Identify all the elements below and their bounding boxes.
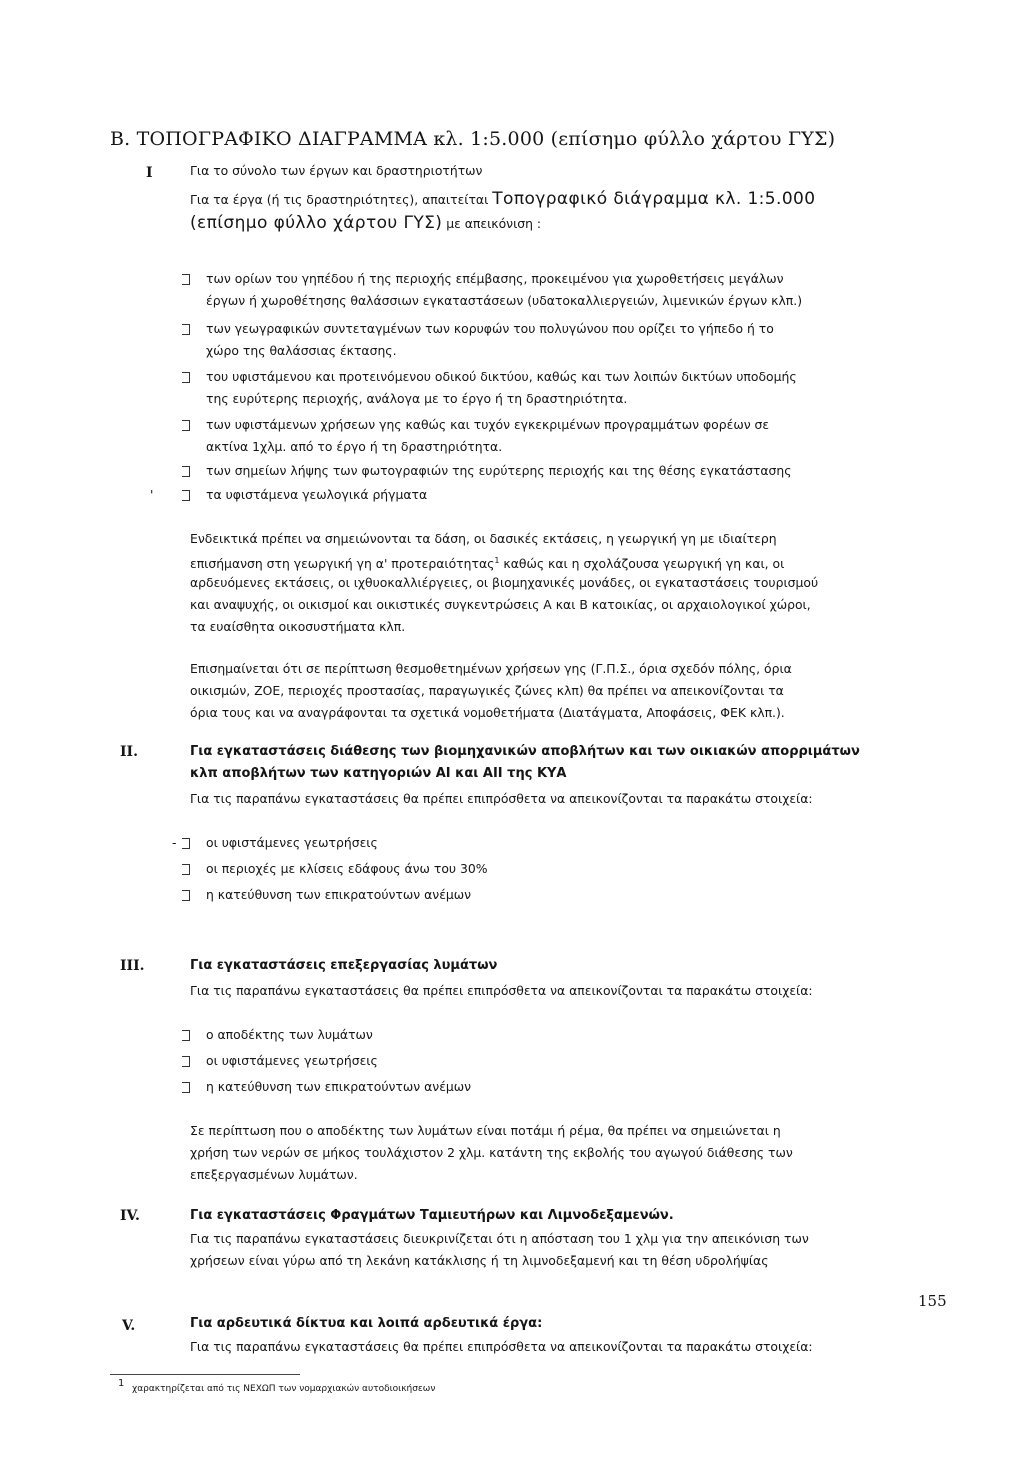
section-2-title-line1: Για εγκαταστάσεις διάθεσης των βιομηχανικών αποβλήτων και των οικιακών απορριμάτων bbox=[190, 744, 860, 759]
page-number: 155 bbox=[918, 1292, 947, 1310]
s1-para2-line3: όρια τους και να αναγράφονται τα σχετικά νομοθετήματα (Διατάγματα, Αποφάσεις, ΦΕΚ κλπ.). bbox=[190, 705, 785, 720]
section-2-title-line2: κλπ αποβλήτων των κατηγοριών ΑΙ και ΑΙΙ της ΚΥΑ bbox=[190, 766, 567, 781]
section-1-intro-b: Τοπογραφικό διάγραμμα κλ. 1:5.000 bbox=[492, 189, 816, 209]
s1-bullet-6-mark: ' bbox=[150, 487, 154, 502]
document-page: Β. ΤΟΠΟΓΡΑΦΙΚΟ ΔΙΑΓΡΑΜΜΑ κλ. 1:5.000 (επίσημο φύλλο χάρτου ΓΥΣ) Ι Για το σύνολο των έργων και δραστηριοτήτων Για τα έργα (ή τις δραστηριότητες), απαιτείται Τοπογραφικό διάγραμμα κλ. 1:5.000 (επίσημο φύλλο χάρτου ΓΥΣ) με απεικόνιση : των ορίων του γηπέδου ή της περιοχής επέμβασης, προκειμένου για χωροθετήσεις μεγάλων έργων ή χωροθέτησης θαλάσσιων εγκαταστάσεων (υδατοκαλλιεργειών, λιμενικών έργων κλπ.) των γεωγραφικών συντεταγμένων των κορυφών του πολυγώνου που ορίζει το γήπεδο ή το χώρο της θαλάσσιας έκτασης. του υφιστάμενου και προτεινόμενου οδικού δικτύου, καθώς και των λοιπών δικτύων υποδομής της ευρύτερης περιοχής, ανάλογα με το έργο ή τη δραστηριότητα. των υφιστάμενων χρήσεων γης καθώς και τυχόν εγκεκριμένων προγραμμάτων φορέων σε ακτίνα 1χλμ. από το έργο ή τη δραστηριότητα. των σημείων λήψης των φωτογραφιών της ευρύτερης περιοχής και της θέσης εγκατάστασης ' τα υφιστάμενα γεωλογικά ρήγματα Ενδεικτικά πρέπει να σημειώνονται τα δάση, οι δασικές εκτάσεις, η γεωργική γη με ιδιαίτερη επισήμανση στη γεωργική γη α' προτεραιότητας$^1$ καθώς και η σχολάζουσα γεωργική γη και, οι αρδευόμενες εκτάσεις, οι ιχθυοκαλλιέργειες, οι βιομηχανικές μονάδες, οι εγκαταστάσεις τουρισμού και αναψυχής, οι οικισμοί και οικιστικές συγκεντρώσεις Α και Β κατοικίας, οι αρχαιολογικοί χώροι, τα ευαίσθητα οικοσυστήματα κλπ. Επισημαίνεται ότι σε περίπτωση θεσμοθετημένων χρήσεων γης (Γ.Π.Σ., όρια σχεδόν πόλης, όρια οικισμών, ΖΟΕ, περιοχές προστασίας, παραγωγικές ζώνες κλπ) θα πρέπει να απεικονίζονται τα όρια τους και να αναγράφονται τα σχετικά νομοθετήματα (Διατάγματα, Αποφάσεις, ΦΕΚ κλπ.). ΙΙ. Για εγκαταστάσεις διάθεσης των βιομηχανικών αποβλήτων και των οικιακών απορριμάτων κλπ αποβλήτων των κατηγοριών ΑΙ και ΑΙΙ της ΚΥΑ Για τις παραπάνω εγκαταστάσεις θα πρέπει επιπρόσθετα να απεικονίζονται τα παρακάτω στοιχεία: - οι υφιστάμενες γεωτρήσεις οι περιοχές με κλίσεις εδάφους άνω του 30% η κατεύθυνση των επικρατούντων ανέμων ΙΙΙ. Για εγκαταστάσεις επεξεργασίας λυμάτων Για τις παραπάνω εγκαταστάσεις θα πρέπει επιπρόσθετα να απεικονίζονται τα παρακάτω στοιχεία: ο αποδέκτης των λυμάτων οι υφιστάμενες γεωτρήσεις η κατεύθυνση των επικρατούντων ανέμων Σε περίπτωση που ο αποδέκτης των λυμάτων είναι ποτάμι ή ρέμα, θα πρέπει να σημειώνεται η χρήση των νερών σε μήκος τουλάχιστον 2 χλμ. κατάντη της εκβολής του αγωγού διάθεσης των επεξεργασμένων λυμάτων. ΙV. Για εγκαταστάσεις Φραγμάτων Ταμιευτήρων και Λιμνοδεξαμενών. Για τις παραπάνω εγκαταστάσεις διευκρινίζεται ότι η απόσταση του 1 χλμ για την απεικόνιση των χρήσεων είναι γύρω από τη λεκάνη κατάκλισης ή τη λιμνοδεξαμενή και τη θέση υδρολήψίας 155 V. Για αρδευτικά δίκτυα και λοιπά αρδευτικά έργα: Για τις παραπάνω εγκαταστάσεις θα πρέπει επιπρόσθετα να απεικονίζονται τα παρακάτω στοιχεία: 1 χαρακτηρίζεται από τις ΝΕΧΩΠ των νομαρχιακών αυτοδιοικήσεων bbox=[110, 128, 947, 1394]
footnote-text: χαρακτηρίζεται από τις ΝΕΧΩΠ των νομαρχιακών αυτοδιοικήσεων bbox=[132, 1384, 436, 1394]
s1-para1-line5: τα ευαίσθητα οικοσυστήματα κλπ. bbox=[190, 619, 406, 634]
bullet-box-icon bbox=[182, 372, 190, 383]
section-2-intro: Για τις παραπάνω εγκαταστάσεις θα πρέπει επιπρόσθετα να απεικονίζονται τα παρακάτω στοιχεία: bbox=[190, 791, 813, 806]
section-3-title: Για εγκαταστάσεις επεξεργασίας λυμάτων bbox=[190, 958, 498, 973]
s1-para2-line1: Επισημαίνεται ότι σε περίπτωση θεσμοθετημένων χρήσεων γης (Γ.Π.Σ., όρια σχεδόν πόλης, όρια bbox=[190, 661, 792, 676]
section-1-title: Για το σύνολο των έργων και δραστηριοτήτων bbox=[190, 163, 483, 178]
s1-para1-line3: αρδευόμενες εκτάσεις, οι ιχθυοκαλλιέργειες, οι βιομηχανικές μονάδες, οι εγκαταστάσεις τουρισμού bbox=[190, 575, 819, 590]
s2-dash: - bbox=[172, 835, 177, 850]
footnote-mark: 1 bbox=[118, 1378, 125, 1389]
bullet-box-icon bbox=[182, 324, 190, 335]
section-1-intro-a: Για τα έργα (ή τις δραστηριότητες), απαιτείται bbox=[190, 192, 489, 207]
s1-para2-line2: οικισμών, ΖΟΕ, περιοχές προστασίας, παραγωγικές ζώνες κλπ) θα πρέπει να απεικονίζονται τα bbox=[190, 683, 784, 698]
footnote-rule bbox=[110, 1374, 300, 1375]
section-4-title: Για εγκαταστάσεις Φραγμάτων Ταμιευτήρων και Λιμνοδεξαμενών. bbox=[190, 1208, 674, 1223]
s1-para1-line2: επισήμανση στη γεωργική γη α' προτεραιότητας$^1$ καθώς και η σχολάζουσα γεωργική γη και, οι bbox=[190, 556, 785, 572]
bullet-box-icon bbox=[182, 1082, 190, 1093]
bullet-box-icon bbox=[182, 1056, 190, 1067]
bullet-box-icon bbox=[182, 420, 190, 431]
bullet-box-icon bbox=[182, 1030, 190, 1041]
s1-bullet-4-cont: ακτίνα 1χλμ. από το έργο ή τη δραστηριότητα. bbox=[206, 439, 503, 454]
section-1-intro-line2 bbox=[190, 212, 541, 235]
s1-bullet-1-cont: έργων ή χωροθέτησης θαλάσσιων εγκαταστάσεων (υδατοκαλλιεργειών, λιμενικών έργων κλπ.) bbox=[206, 293, 803, 308]
s3-para-line3: επεξεργασμένων λυμάτων. bbox=[190, 1167, 358, 1182]
footnote-ref: 1 bbox=[494, 556, 500, 565]
s1-bullet-2-cont: χώρο της θαλάσσιας έκτασης. bbox=[206, 343, 397, 358]
section-1-number: Ι bbox=[146, 165, 153, 181]
bullet-box-icon bbox=[182, 466, 190, 477]
section-3-intro: Για τις παραπάνω εγκαταστάσεις θα πρέπει επιπρόσθετα να απεικονίζονται τα παρακάτω στοιχεία: bbox=[190, 983, 813, 998]
section-1-intro-c: (επίσημο φύλλο χάρτου ΓΥΣ) bbox=[190, 213, 443, 233]
section-1-intro bbox=[190, 188, 815, 211]
section-3-number: ΙΙΙ. bbox=[120, 958, 145, 974]
s3-para-line2: χρήση των νερών σε μήκος τουλάχιστον 2 χλμ. κατάντη της εκβολής του αγωγού διάθεσης των bbox=[190, 1145, 793, 1160]
document-heading: Β. ΤΟΠΟΓΡΑΦΙΚΟ ΔΙΑΓΡΑΜΜΑ κλ. 1:5.000 (επίσημο φύλλο χάρτου ΓΥΣ) bbox=[110, 128, 836, 150]
section-5-title: Για αρδευτικά δίκτυα και λοιπά αρδευτικά έργα: bbox=[190, 1316, 543, 1331]
s1-para1-line1: Ενδεικτικά πρέπει να σημειώνονται τα δάση, οι δασικές εκτάσεις, η γεωργική γη με ιδιαίτερη bbox=[190, 531, 777, 546]
bullet-box-icon bbox=[182, 890, 190, 901]
s3-para-line1: Σε περίπτωση που ο αποδέκτης των λυμάτων είναι ποτάμι ή ρέμα, θα πρέπει να σημειώνεται η bbox=[190, 1123, 781, 1138]
bullet-box-icon bbox=[182, 274, 190, 285]
s1-para1-line4: και αναψυχής, οι οικισμοί και οικιστικές συγκεντρώσεις Α και Β κατοικίας, οι αρχαιολογικοί χώροι, bbox=[190, 597, 811, 612]
bullet-box-icon bbox=[182, 490, 190, 501]
section-5-number: V. bbox=[122, 1318, 136, 1334]
s1-bullet-3-cont: της ευρύτερης περιοχής, ανάλογα με το έργο ή τη δραστηριότητα. bbox=[206, 391, 628, 406]
section-4-number: ΙV. bbox=[120, 1208, 140, 1224]
section-2-number: ΙΙ. bbox=[120, 744, 138, 760]
s4-para-line1: Για τις παραπάνω εγκαταστάσεις διευκρινίζεται ότι η απόσταση του 1 χλμ για την απεικόνιση των bbox=[190, 1231, 809, 1246]
section-5-intro: Για τις παραπάνω εγκαταστάσεις θα πρέπει επιπρόσθετα να απεικονίζονται τα παρακάτω στοιχεία: bbox=[190, 1339, 813, 1354]
s4-para-line2: χρήσεων είναι γύρω από τη λεκάνη κατάκλισης ή τη λιμνοδεξαμενή και τη θέση υδρολήψίας bbox=[190, 1253, 769, 1268]
bullet-box-icon bbox=[182, 838, 190, 849]
section-1-intro-d: με απεικόνιση : bbox=[446, 216, 542, 231]
bullet-box-icon bbox=[182, 864, 190, 875]
